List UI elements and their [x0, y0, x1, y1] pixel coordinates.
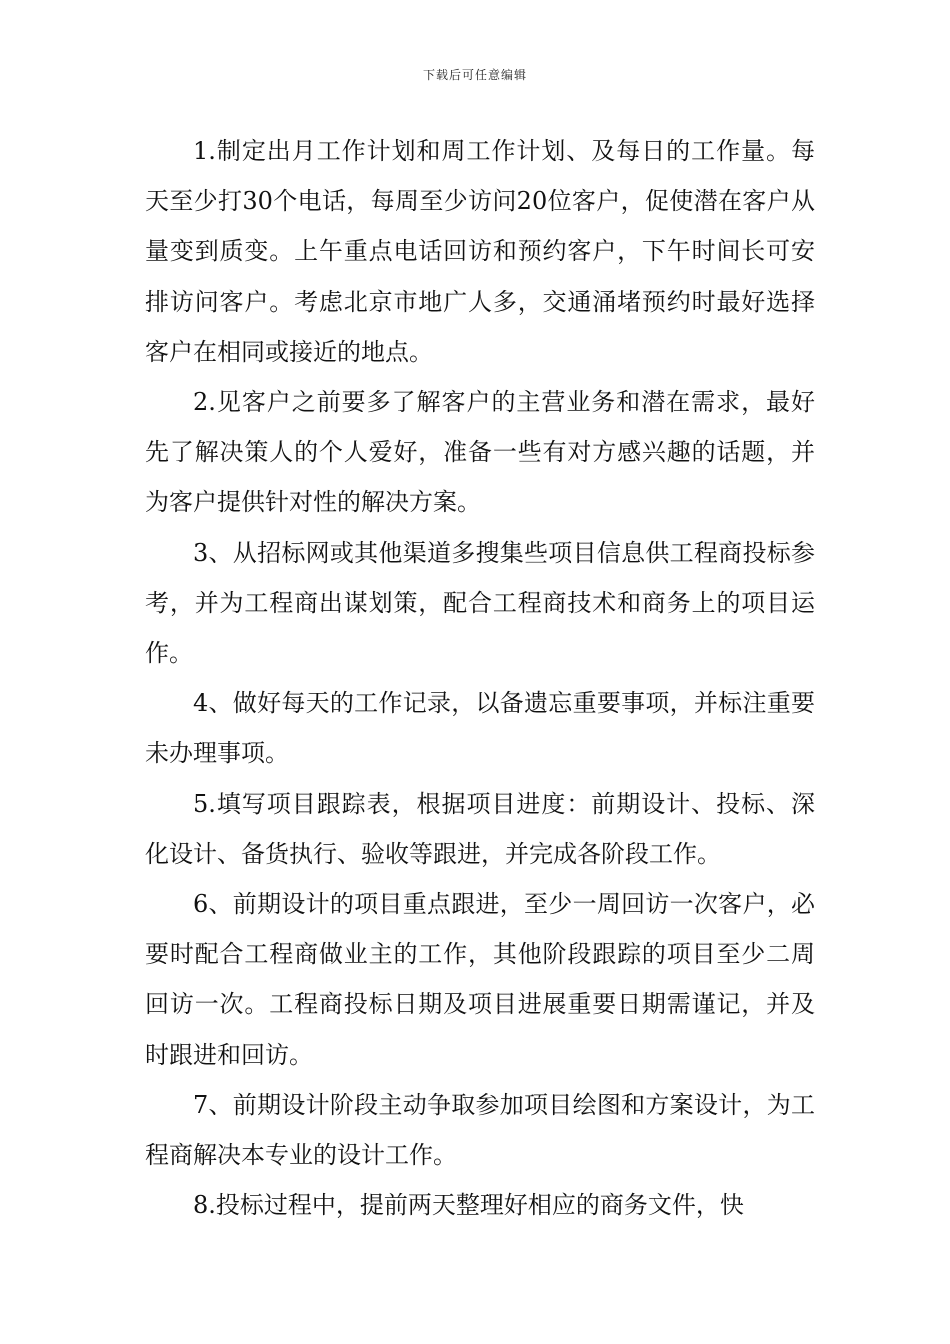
paragraph-6: 6、前期设计的项目重点跟进，至少一周回访一次客户，必要时配合工程商做业主的工作，其他阶段跟踪的项目至少二周回访一次。工程商投标日期及项目进展重要日期需谨记，并及时跟进和回访。: [145, 890, 815, 1069]
paragraph-2: 2.见客户之前要多了解客户的主营业务和潜在需求，最好先了解决策人的个人爱好，准备一些有对方感兴趣的话题，并为客户提供针对性的解决方案。: [145, 388, 815, 517]
paragraph-5: 5.填写项目跟踪表，根据项目进度：前期设计、投标、深化设计、备货执行、验收等跟进，并完成各阶段工作。: [145, 789, 815, 868]
paragraph-1: 1.制定出月工作计划和周工作计划、及每日的工作量。每天至少打30个电话，每周至少访问20位客户，促使潜在客户从量变到质变。上午重点电话回访和预约客户，下午时间长可安排访问客户。考虑北京市地广人多，交通涌堵预约时最好选择客户在相同或接近的地点。: [145, 137, 815, 366]
paragraph-8: 8.投标过程中，提前两天整理好相应的商务文件，快: [193, 1191, 744, 1220]
paragraph-4: 4、做好每天的工作记录，以备遗忘重要事项，并标注重要未办理事项。: [145, 689, 815, 768]
document-body: [145, 126, 815, 1230]
paragraph-7: 7、前期设计阶段主动争取参加项目绘图和方案设计，为工程商解决本专业的设计工作。: [145, 1090, 815, 1170]
paragraph-3: 3、从招标网或其他渠道多搜集些项目信息供工程商投标参考，并为工程商出谋划策，配合工程商技术和商务上的项目运作。: [145, 538, 815, 668]
header-note: 下载后可任意编辑: [422, 68, 527, 82]
